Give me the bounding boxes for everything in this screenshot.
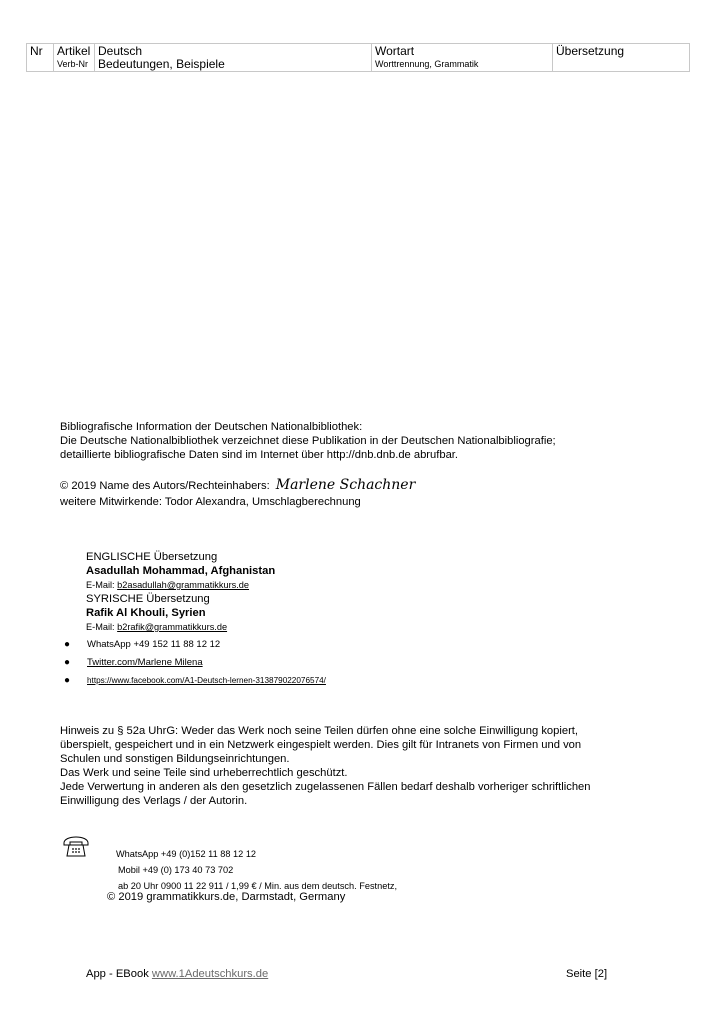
facebook-link[interactable]: https://www.facebook.com/A1-Deutsch-lernen-313879022076574/ [87, 676, 326, 685]
bullet-icon: ● [64, 675, 71, 686]
contact-hotline: ab 20 Uhr 0900 11 22 911 / 1,99 € / Min. aus dem deutsch. Festnetz, [118, 881, 398, 891]
bibliographic-info [60, 420, 556, 462]
bullet-icon: ● [64, 639, 71, 650]
legal-notice-line: Das Werk und seine Teile sind urheberrechtlich geschützt. [60, 767, 348, 779]
author-copyright [60, 477, 415, 494]
footer-website-link[interactable]: www.1Adeutschkurs.de [151, 968, 269, 980]
author-copyright-text: © 2019 Name des Autors/Rechteinhabers: [60, 480, 270, 492]
legal-notice-line: Einwilligung des Verlags / der Autorin. [60, 795, 248, 807]
email-label: E-Mail: [86, 622, 118, 632]
legal-notice-line: Jede Verwertung in anderen als den gesetzlich zugelassenen Fällen bedarf deshalb vorheriger schriftlichen [60, 781, 591, 793]
legal-notice-line: Hinweis zu § 52a UhrG: Weder das Werk noch seine Teilen dürfen ohne eine solche Einwilligung kopiert, [60, 725, 579, 737]
translator-email-line [86, 578, 275, 592]
list-item [60, 654, 326, 672]
whatsapp-contact: WhatsApp +49 152 11 88 12 12 [87, 639, 221, 650]
footer-left [86, 967, 268, 981]
contact-whatsapp: WhatsApp +49 (0)152 11 88 12 12 [116, 849, 257, 859]
header-cell-artikel [53, 44, 94, 71]
header-wortart: Wortart [375, 44, 415, 58]
header-artikel: Artikel [57, 44, 91, 58]
page-number: Seite [2] [566, 968, 608, 980]
header-verb-nr: Verb-Nr [57, 59, 89, 69]
column-header-table [26, 43, 690, 72]
header-cell-deutsch [94, 44, 371, 71]
legal-notice-line: Schulen und sonstigen Bildungseinrichtungen. [60, 753, 290, 765]
translator-email-link[interactable]: b2asadullah@grammatikkurs.de [117, 580, 250, 590]
bullet-icon: ● [64, 657, 71, 668]
telephone-icon [62, 836, 90, 858]
translators-block [86, 550, 275, 634]
email-label: E-Mail: [86, 580, 118, 590]
header-bedeutungen: Bedeutungen, Beispiele [98, 57, 225, 71]
author-signature: Marlene Schachner [275, 477, 416, 493]
header-cell-uebersetzung [552, 44, 689, 71]
list-item [60, 636, 326, 654]
contributors: weitere Mitwirkende: Todor Alexandra, Umschlagberechnung [60, 496, 361, 508]
header-uebersetzung: Übersetzung [556, 44, 625, 58]
list-item [60, 672, 326, 690]
publisher-copyright: © 2019 grammatikkurs.de, Darmstadt, Germany [107, 891, 346, 903]
legal-notice [60, 724, 591, 808]
contact-bullet-list [60, 636, 326, 690]
footer-prefix: App - EBook [86, 968, 152, 980]
legal-notice-line: überspielt, gespeichert und in ein Netzwerk eingespielt werden. Dies gilt für Intranets von Firmen und von [60, 739, 582, 751]
contact-mobile: Mobil +49 (0) 173 40 73 702 [118, 865, 234, 875]
header-deutsch: Deutsch [98, 44, 143, 58]
header-nr: Nr [30, 44, 43, 58]
translator-name: Rafik Al Khouli, Syrien [86, 607, 206, 619]
translator-language: ENGLISCHE Übersetzung [86, 551, 218, 563]
twitter-link[interactable]: Twitter.com/Marlene Milena [87, 657, 203, 668]
translator-name: Asadullah Mohammad, Afghanistan [86, 565, 276, 577]
translator-email-line [86, 620, 275, 634]
translator-language: SYRISCHE Übersetzung [86, 593, 210, 605]
biblio-line-2: Die Deutsche Nationalbibliothek verzeichnet diese Publikation in der Deutschen Nationalbibliografie; [60, 435, 556, 447]
header-cell-nr [27, 44, 53, 71]
header-worttrennung: Worttrennung, Grammatik [375, 59, 479, 69]
biblio-line-1: Bibliografische Information der Deutschen Nationalbibliothek: [60, 421, 363, 433]
header-cell-wortart [371, 44, 552, 71]
biblio-line-3: detaillierte bibliografische Daten sind im Internet über http://dnb.dnb.de abrufbar. [60, 449, 459, 461]
contact-details [116, 846, 397, 894]
translator-email-link[interactable]: b2rafik@grammatikkurs.de [117, 622, 228, 632]
